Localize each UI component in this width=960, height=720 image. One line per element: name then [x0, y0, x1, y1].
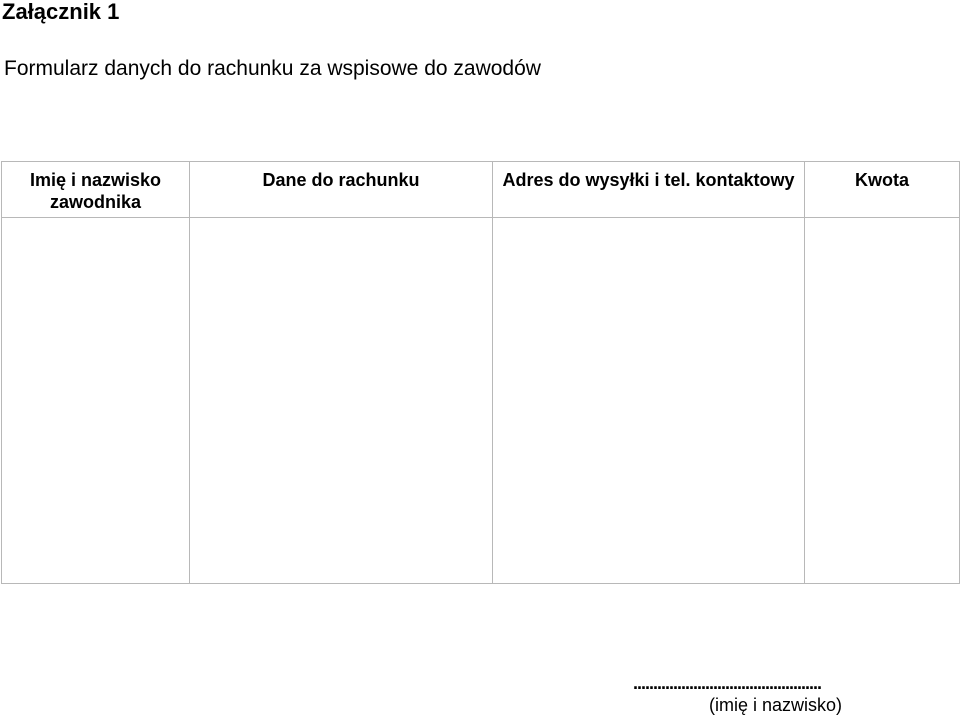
- invoice-data-cell[interactable]: [190, 218, 493, 584]
- table-row: [2, 218, 960, 584]
- column-header-amount: Kwota: [805, 162, 960, 218]
- column-header-player-name: Imię i nazwisko zawodnika: [2, 162, 190, 218]
- column-header-address-phone: Adres do wysyłki i tel. kontaktowy: [493, 162, 805, 218]
- signature-label: (imię i nazwisko): [709, 695, 843, 715]
- table-header-row: [2, 162, 960, 218]
- player-name-cell[interactable]: [2, 218, 190, 584]
- column-header-invoice-data: Dane do rachunku: [190, 162, 493, 218]
- attachment-label: Załącznik 1: [2, 0, 120, 24]
- address-phone-cell[interactable]: [493, 218, 805, 584]
- form-title: Formularz danych do rachunku za wspisowe do zawodów: [4, 57, 541, 80]
- form-table: [1, 161, 960, 584]
- amount-cell[interactable]: [805, 218, 960, 584]
- signature-line: ...............................................: [633, 673, 822, 693]
